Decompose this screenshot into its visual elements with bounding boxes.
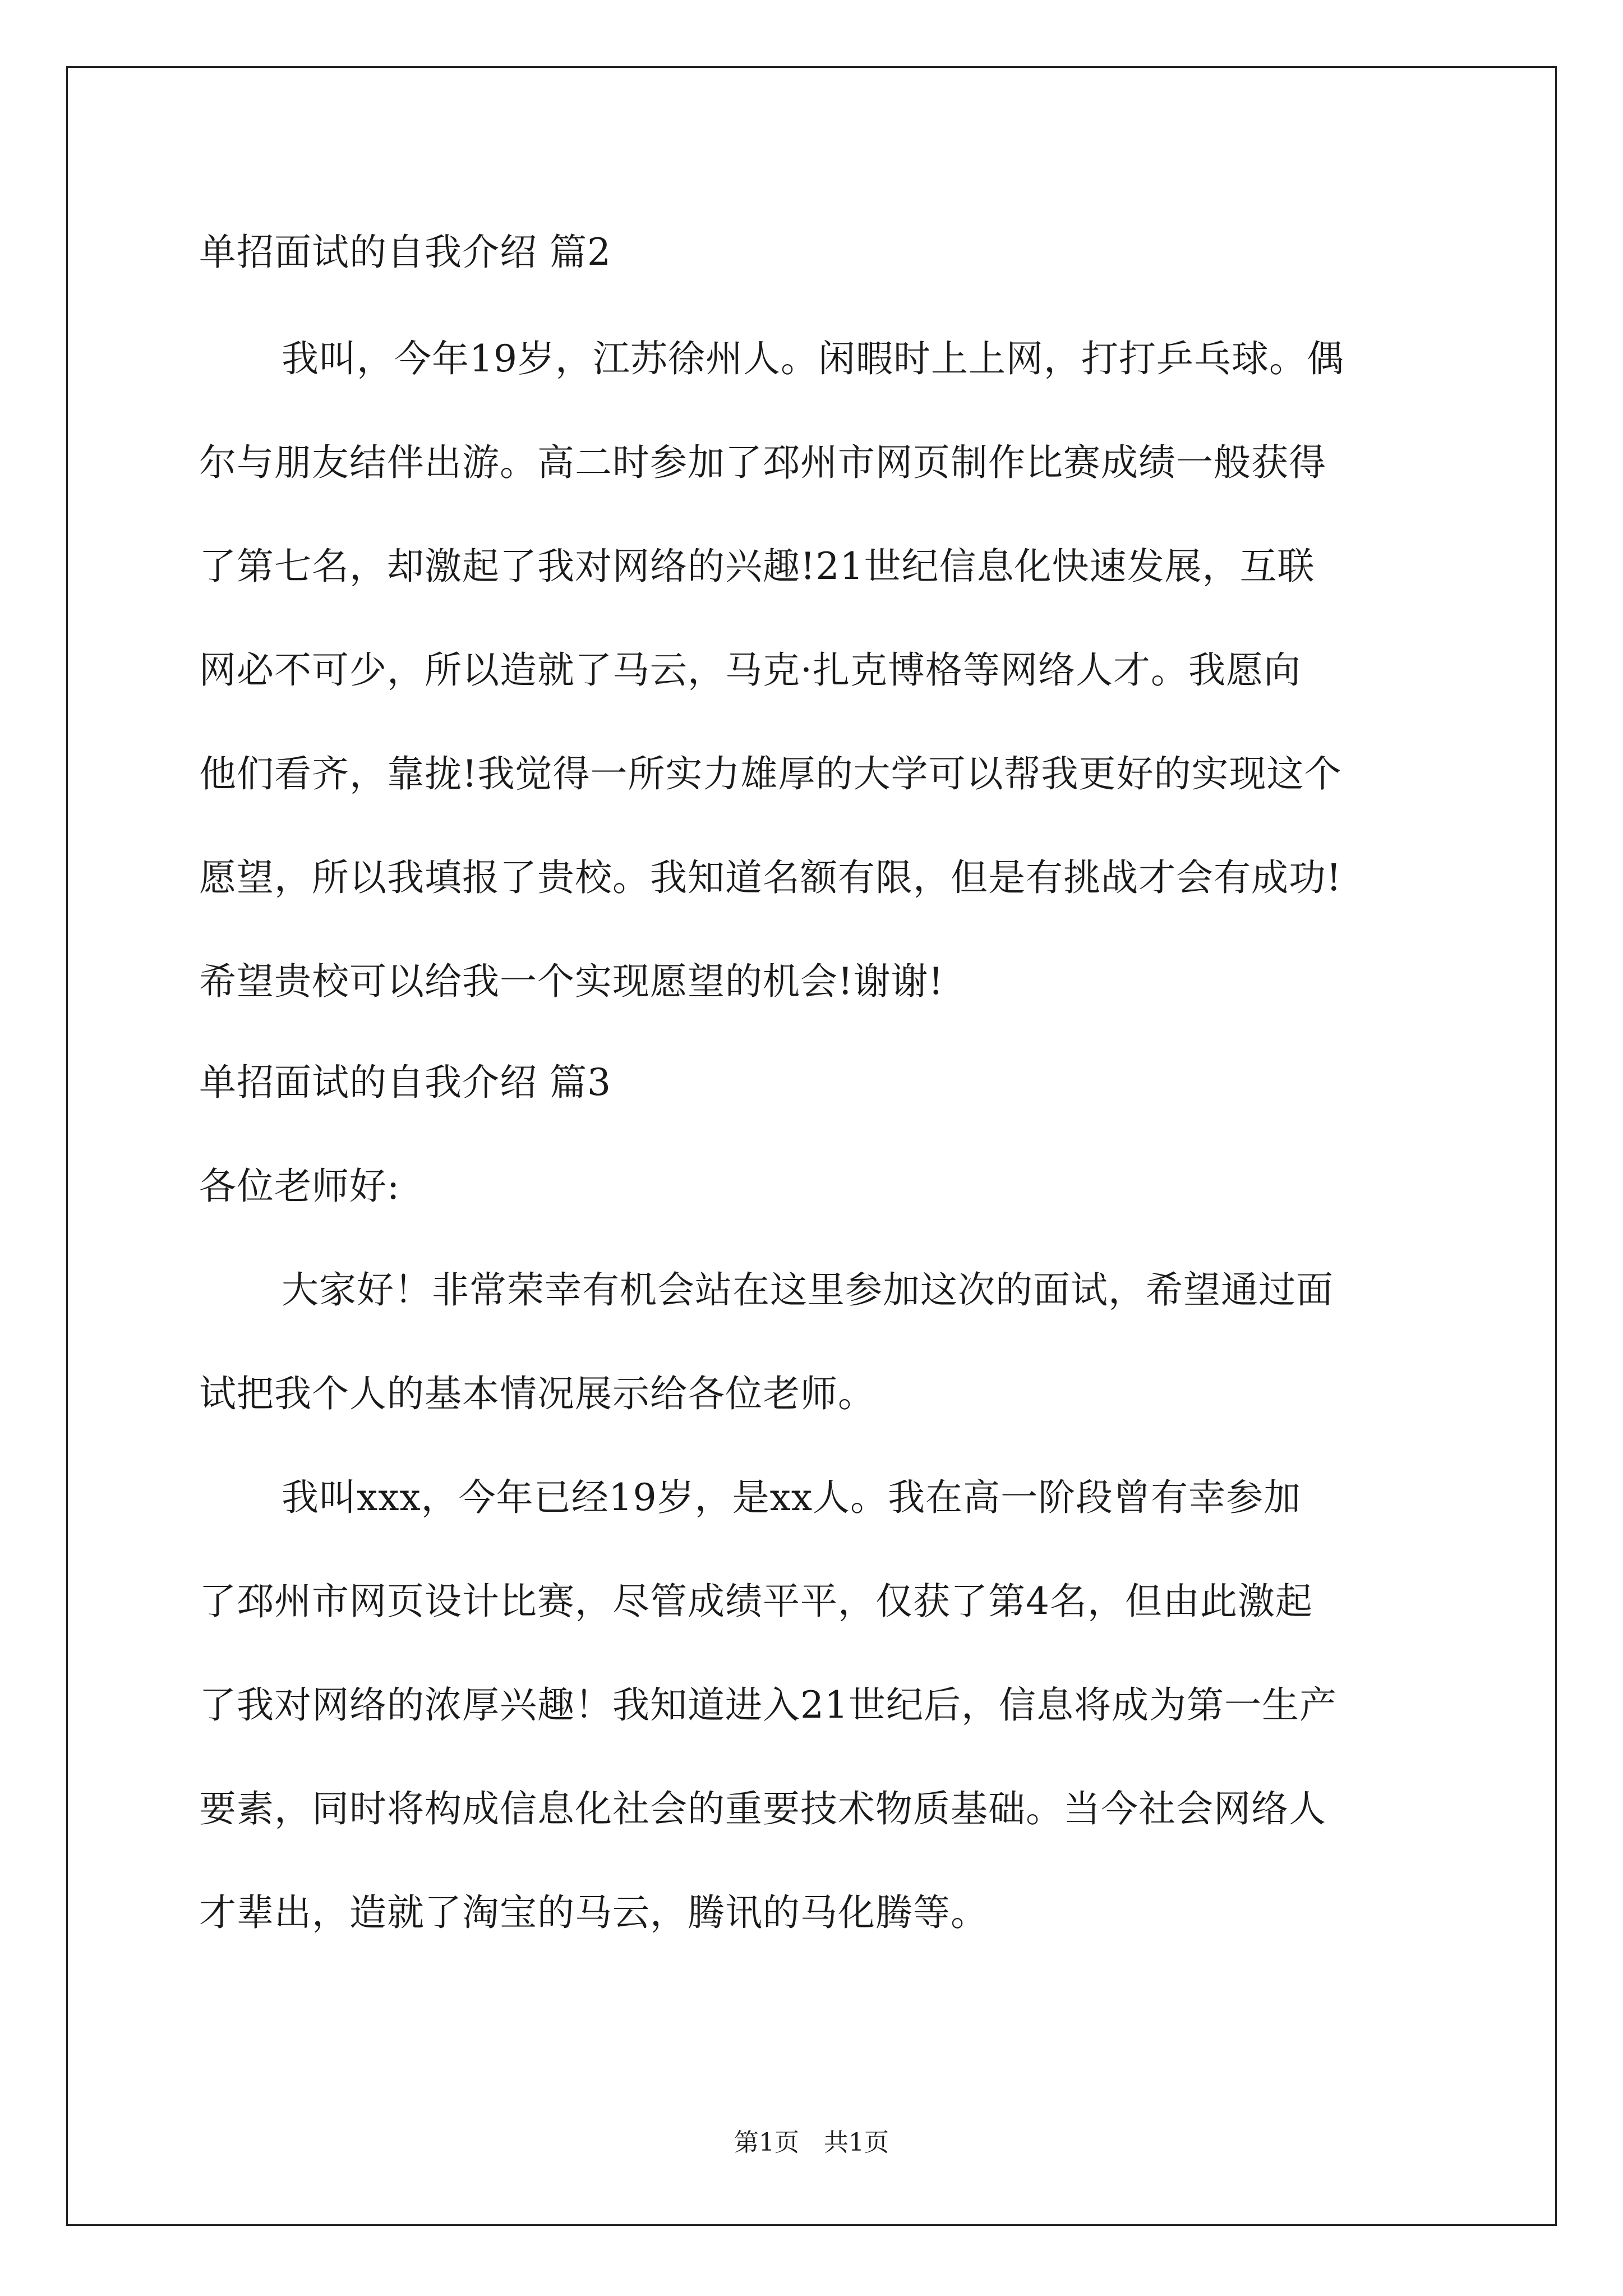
greeting-line: 各位老师好: bbox=[199, 1165, 400, 1208]
paragraph-line: 才辈出，造就了淘宝的马云，腾讯的马化腾等。 bbox=[199, 1891, 988, 1934]
paragraph-line: 网必不可少，所以造就了马云，马克·扎克博格等网络人才。我愿向 bbox=[199, 648, 1301, 692]
page-number-footer: 第1页 共1页 bbox=[734, 2128, 889, 2157]
paragraph-line: 大家好！非常荣幸有机会站在这里参加这次的面试，希望通过面 bbox=[282, 1268, 1334, 1312]
paragraph-line: 愿望，所以我填报了贵校。我知道名额有限，但是有挑战才会有成功! bbox=[199, 856, 1342, 899]
heading-section-3: 单招面试的自我介绍 篇3 bbox=[199, 1061, 611, 1104]
heading-section-2: 单招面试的自我介绍 篇2 bbox=[199, 231, 611, 274]
paragraph-line: 了我对网络的浓厚兴趣！我知道进入21世纪后，信息将成为第一生产 bbox=[199, 1683, 1337, 1727]
paragraph-line: 我叫xxx，今年已经19岁，是xx人。我在高一阶段曾有幸参加 bbox=[282, 1476, 1302, 1519]
paragraph-line: 我叫，今年19岁，江苏徐州人。闲暇时上上网，打打乒乓球。偶 bbox=[282, 337, 1344, 380]
paragraph-line: 要素，同时将构成信息化社会的重要技术物质基础。当今社会网络人 bbox=[199, 1787, 1326, 1830]
paragraph-line: 了第七名，却激起了我对网络的兴趣!21世纪信息化快速发展，互联 bbox=[199, 545, 1315, 588]
paragraph-line: 试把我个人的基本情况展示给各位老师。 bbox=[199, 1372, 875, 1415]
paragraph-line: 了邳州市网页设计比赛，尽管成绩平平，仅获了第4名，但由此激起 bbox=[199, 1580, 1313, 1623]
paragraph-line: 尔与朋友结伴出游。高二时参加了邳州市网页制作比赛成绩一般获得 bbox=[199, 441, 1326, 484]
paragraph-line: 希望贵校可以给我一个实现愿望的机会!谢谢! bbox=[199, 960, 944, 1003]
paragraph-line: 他们看齐，靠拢!我觉得一所实力雄厚的大学可以帮我更好的实现这个 bbox=[199, 752, 1342, 795]
